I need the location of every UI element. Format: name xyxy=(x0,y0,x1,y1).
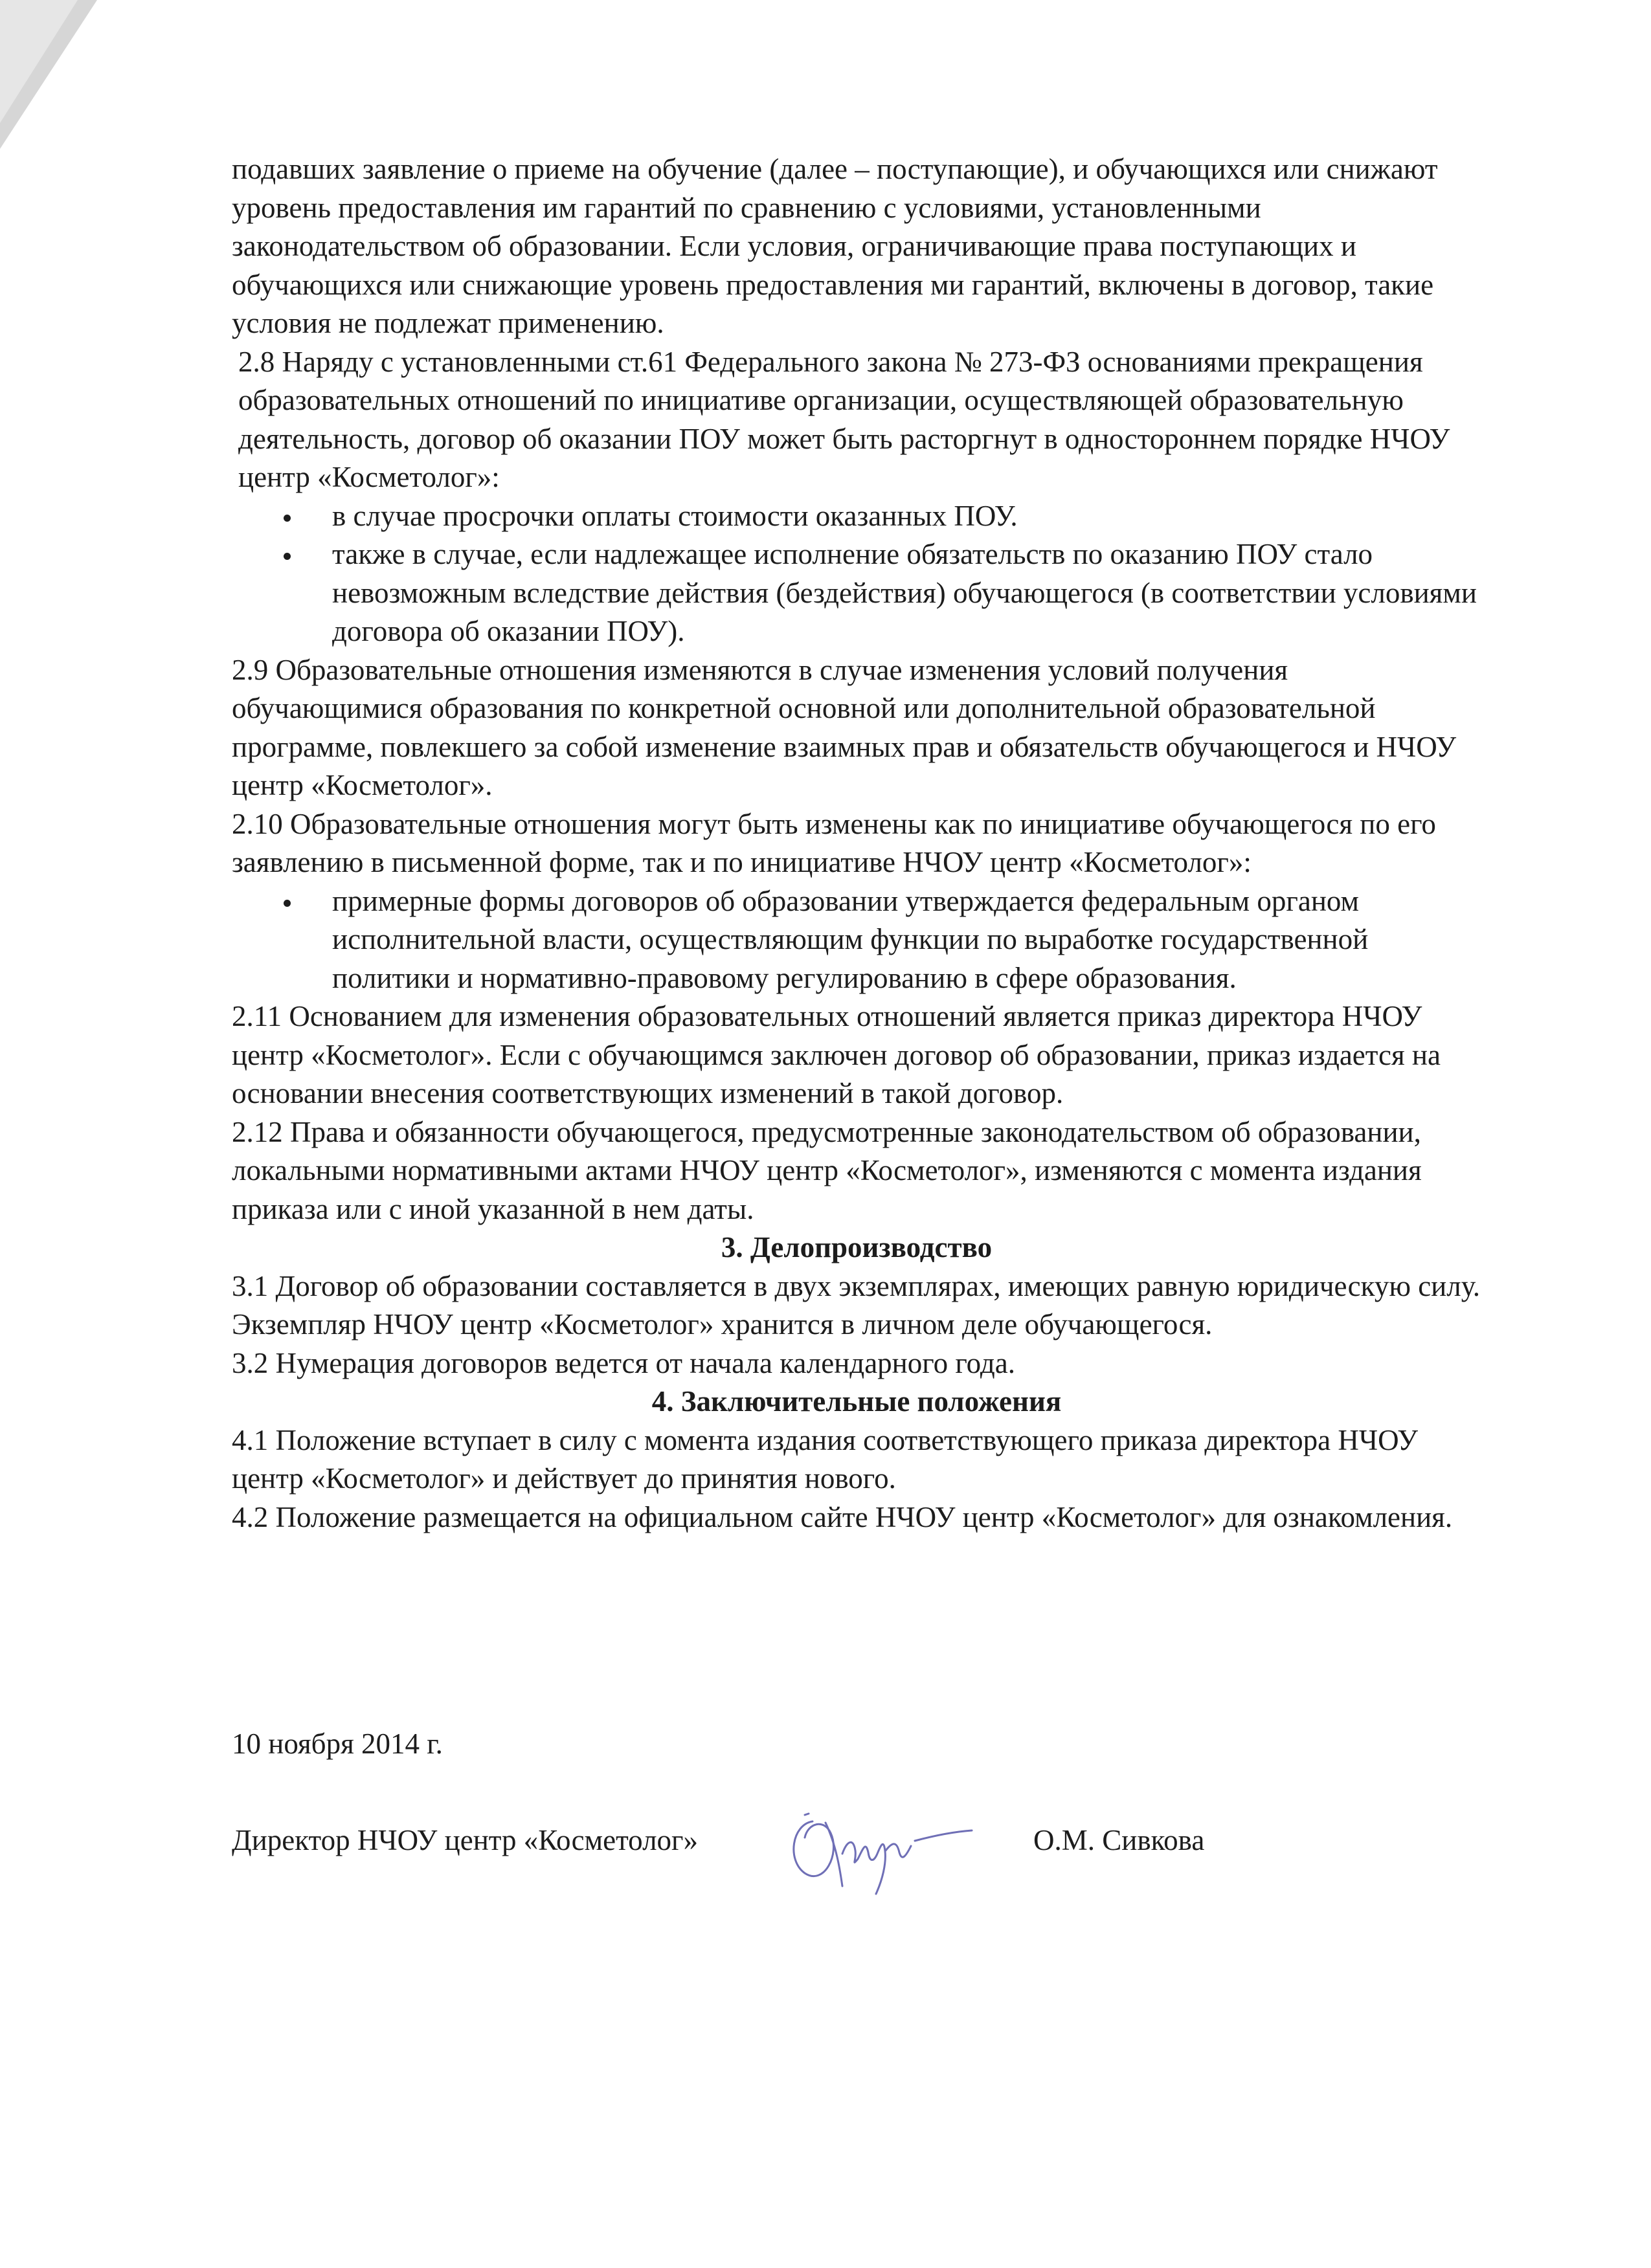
document-body xyxy=(232,150,1481,1537)
paragraph-continuation: подавших заявление о приеме на обучение (далее – поступающие), и обучающихся или снижают уровень предоставления им гарантий по сравнению с условиями, установленными законодательством об образовании. Если условия, ограничивающие права поступающих и обучающихся или снижающие уровень предоставления ми гарантий, включены в договор, такие условия не подлежат применению. xyxy=(232,153,1438,339)
paragraph-2-9: 2.9 Образовательные отношения изменяются в случае изменения условий получения обучающимися образования по конкретной основной или дополнительной образовательной программе, повлекшего за собой изменение взаимных прав и обязательств обучающегося и НЧОУ центр «Косметолог». xyxy=(232,653,1457,801)
paragraph-3-1: 3.1 Договор об образовании составляется в двух экземплярах, имеющих равную юридическую силу. Экземпляр НЧОУ центр «Косметолог» хранится в личном деле обучающегося. xyxy=(232,1269,1480,1340)
paragraph-2-8: 2.8 Наряду с установленными ст.61 Федерального закона № 273-ФЗ основаниями прекращения образовательных отношений по инициативе организации, осуществляющей образовательную деятельность, договор об оказании ПОУ может быть расторгнут в одностороннем порядке НЧОУ центр «Косметолог»: xyxy=(238,345,1450,493)
section-3-heading: 3. Делопроизводство xyxy=(721,1231,993,1263)
list-2-8 xyxy=(232,497,1481,651)
signer-title: Директор НЧОУ центр «Косметолог» xyxy=(232,1823,698,1856)
scan-edge-shadow xyxy=(0,0,117,155)
section-4-heading: 4. Заключительные положения xyxy=(651,1385,1062,1418)
list-2-10 xyxy=(232,882,1481,998)
paragraph-4-1: 4.1 Положение вступает в силу с момента издания соответствующего приказа директора НЧОУ центр «Косметолог» и действует до принятия нового. xyxy=(232,1423,1418,1495)
paragraph-4-2: 4.2 Положение размещается на официальном сайте НЧОУ центр «Косметолог» для ознакомления. xyxy=(232,1500,1453,1533)
signoff-block xyxy=(232,1725,1481,1883)
list-item: примерные формы договоров об образовании утверждается федеральным органом исполнительной власти, осуществляющим функции по выработке государственной политики и нормативно-правовому регулированию в сфере образования. xyxy=(232,882,1481,998)
handwritten-signature xyxy=(779,1776,973,1899)
paragraph-2-10: 2.10 Образовательные отношения могут быть изменены как по инициативе обучающегося по его заявлению в письменной форме, так и по инициативе НЧОУ центр «Косметолог»: xyxy=(232,807,1436,878)
list-item: также в случае, если надлежащее исполнение обязательств по оказанию ПОУ стало невозможным вследствие действия (бездействия) обучающегося (в соответствии условиями договора об оказании ПОУ). xyxy=(232,535,1481,651)
paragraph-3-2: 3.2 Нумерация договоров ведется от начала календарного года. xyxy=(232,1346,1015,1379)
signer-name: О.М. Сивкова xyxy=(1033,1823,1205,1856)
paragraph-2-11: 2.11 Основанием для изменения образовательных отношений является приказ директора НЧОУ центр «Косметолог». Если с обучающимся заключен договор об образовании, приказ издается на основании внесения соответствующих изменений в такой договор. xyxy=(232,1000,1441,1109)
signature-line xyxy=(232,1799,1481,1883)
document-date: 10 ноября 2014 г. xyxy=(232,1728,443,1760)
list-item: в случае просрочки оплаты стоимости оказанных ПОУ. xyxy=(232,497,1481,536)
paragraph-2-12: 2.12 Права и обязанности обучающегося, предусмотренные законодательством об образовании, локальными нормативными актами НЧОУ центр «Косметолог», изменяются с момента издания приказа или с иной указанной в нем даты. xyxy=(232,1115,1422,1225)
